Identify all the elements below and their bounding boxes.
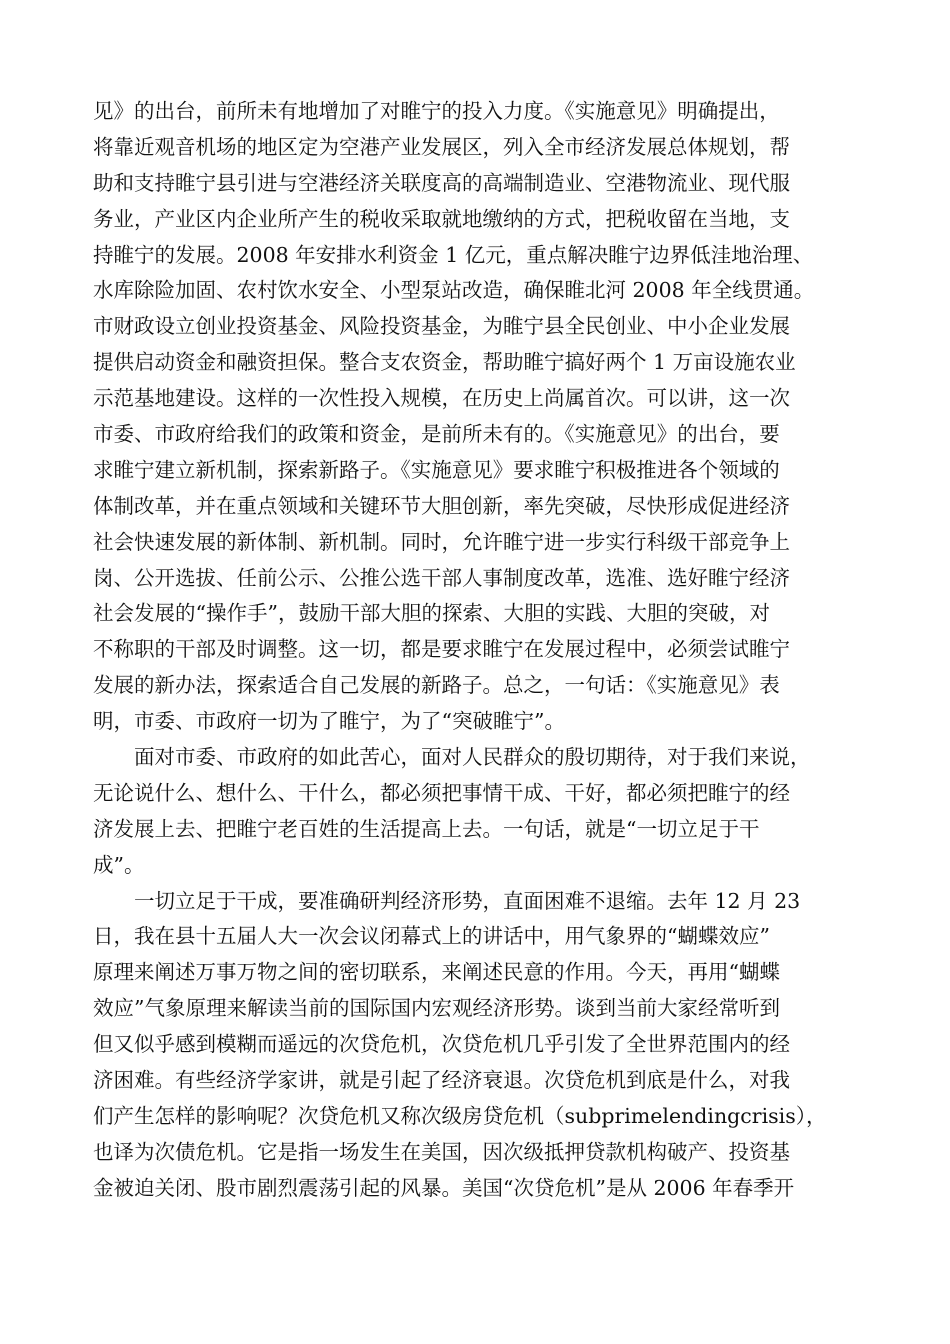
text-line: 社会快速发展的新体制、新机制。同时，允许睢宁进一步实行科级干部竞争上 — [93, 529, 790, 554]
text-line: 持睢宁的发展。2008 年安排水利资金 1 亿元，重点解决睢宁边界低洼地治理、 — [93, 242, 814, 267]
text-line: 但又似乎感到模糊而遥远的次贷危机，次贷危机几乎引发了全世界范围内的经 — [93, 1032, 790, 1057]
text-line: 求睢宁建立新机制，探索新路子。《实施意见》要求睢宁积极推进各个领域的 — [93, 457, 780, 482]
text-line: 成”。 — [93, 852, 145, 877]
text-line: 济发展上去、把睢宁老百姓的生活提高上去。一句话，就是“一切立足于干 — [93, 816, 760, 841]
text-line: 提供启动资金和融资担保。整合支农资金，帮助睢宁搞好两个 1 万亩设施农业 — [93, 350, 796, 375]
text-line: 见》的出台，前所未有地增加了对睢宁的投入力度。《实施意见》明确提出， — [93, 99, 780, 123]
text-line: 也译为次债危机。它是指一场发生在美国，因次级抵押贷款机构破产、投资基 — [93, 1139, 790, 1164]
text-line: 一切立足于干成，要准确研判经济形势，直面困难不退缩。去年 12 月 23 — [93, 888, 801, 913]
text-line: 岗、公开选拔、任前公示、公推公选干部人事制度改革，选准、选好睢宁经济 — [93, 565, 790, 590]
text-line: 日，我在县十五届人大一次会议闭幕式上的讲话中，用气象界的“蝴蝶效应” — [93, 924, 770, 949]
text-line: 水库除险加固、农村饮水安全、小型泵站改造，确保睢北河 2008 年全线贯通。 — [93, 278, 815, 303]
text-line: 金被迫关闭、股市剧烈震荡引起的风暴。美国“次贷危机”是从 2006 年春季开 — [93, 1175, 795, 1200]
text-line: 不称职的干部及时调整。这一切，都是要求睢宁在发展过程中，必须尝试睢宁 — [93, 637, 790, 662]
text-line: 效应”气象原理来解读当前的国际国内宏观经济形势。谈到当前大家经常听到 — [93, 996, 780, 1021]
text-line: 原理来阐述万事万物之间的密切联系，来阐述民意的作用。今天，再用“蝴蝶 — [93, 960, 780, 985]
text-line: 社会发展的“操作手”，鼓励干部大胆的探索、大胆的实践、大胆的突破，对 — [93, 601, 770, 626]
text-line: 将靠近观音机场的地区定为空港产业发展区，列入全市经济发展总体规划，帮 — [93, 134, 790, 159]
text-line: 示范基地建设。这样的一次性投入规模，在历史上尚属首次。可以讲，这一次 — [93, 386, 790, 411]
text-line: 体制改革，并在重点领域和关键环节大胆创新，率先突破，尽快形成促进经济 — [93, 493, 790, 518]
text-line: 济困难。有些经济学家讲，就是引起了经济衰退。次贷危机到底是什么，对我 — [93, 1068, 790, 1093]
text-line: 市财政设立创业投资基金、风险投资基金，为睢宁县全民创业、中小企业发展 — [93, 314, 790, 339]
text-line: 面对市委、市政府的如此苦心，面对人民群众的殷切期待，对于我们来说， — [93, 745, 811, 770]
text-line: 务业，产业区内企业所产生的税收采取就地缴纳的方式，把税收留在当地，支 — [93, 206, 790, 231]
text-line: 发展的新办法，探索适合自己发展的新路子。总之，一句话：《实施意见》表 — [93, 673, 780, 698]
body-text — [93, 94, 873, 1207]
text-line: 无论说什么、想什么、干什么，都必须把事情干成、干好，都必须把睢宁的经 — [93, 780, 790, 805]
text-line: 们产生怎样的影响呢？次贷危机又称次级房贷危机（subprimelendingcrisis）， — [93, 1103, 827, 1128]
text-line: 市委、市政府给我们的政策和资金，是前所未有的。《实施意见》的出台，要 — [93, 422, 780, 447]
text-line: 明，市委、市政府一切为了睢宁，为了“突破睢宁”。 — [93, 709, 565, 734]
text-line: 助和支持睢宁县引进与空港经济关联度高的高端制造业、空港物流业、现代服 — [93, 170, 790, 195]
